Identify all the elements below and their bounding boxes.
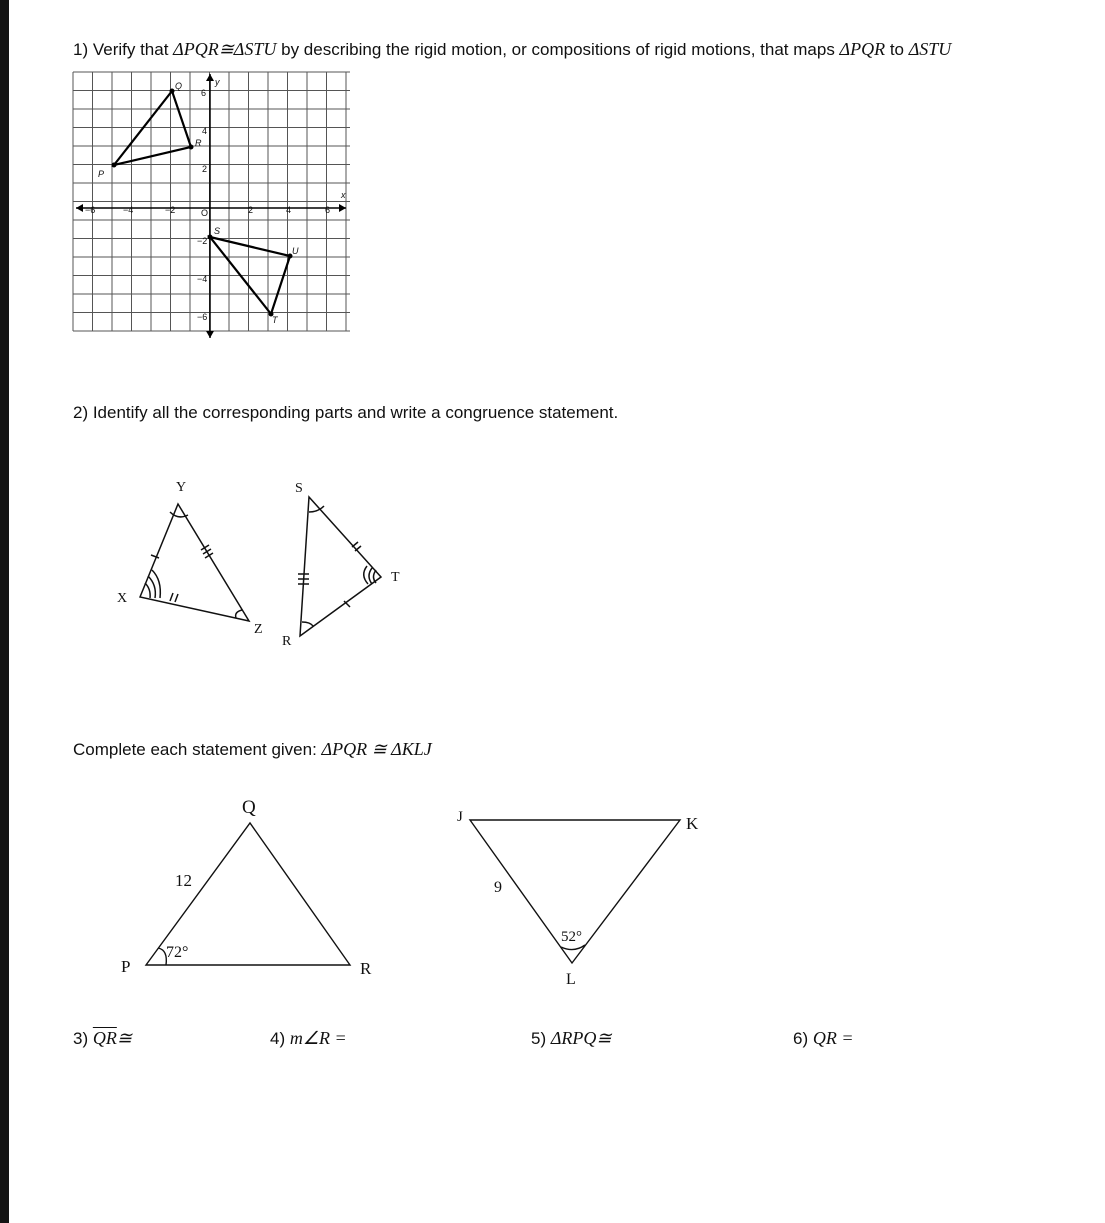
x-tick-6: 6 <box>325 205 331 215</box>
y-tick-neg2: −2 <box>197 236 208 246</box>
y-tick-6: 6 <box>201 88 207 98</box>
angle-p-measure: 72° <box>166 944 189 961</box>
label-y: Y <box>176 480 187 495</box>
question-2: 2) Identify all the corresponding parts and write a congruence statement. <box>73 403 619 422</box>
arc-t2 <box>369 568 372 584</box>
y-tick-4: 4 <box>202 126 208 136</box>
origin-label: O <box>201 208 209 218</box>
label-p3: P <box>121 957 131 976</box>
arc-l-52 <box>561 945 585 950</box>
y-axis-label: y <box>215 77 220 87</box>
side-jl-length: 9 <box>494 879 502 896</box>
triangle-str <box>300 497 381 636</box>
y-axis-arrow-up <box>206 74 214 81</box>
arc-x3 <box>145 583 150 598</box>
x-tick-4: 4 <box>286 205 292 215</box>
y-tick-neg6: −6 <box>197 312 208 322</box>
label-j: J <box>457 809 463 825</box>
label-r2: R <box>282 634 292 649</box>
arc-x2 <box>148 576 155 598</box>
label-x: X <box>117 591 128 606</box>
tick-st-a <box>352 542 358 547</box>
y-tick-neg4: −4 <box>197 274 208 284</box>
answer-3: 3) $\overline{QR}≅$ <box>73 1028 132 1048</box>
x-tick-neg4: −4 <box>123 205 134 215</box>
answer-5: 5) ΔRPQ≅ <box>531 1028 612 1048</box>
y-axis-arrow-down <box>206 331 214 338</box>
x-tick-2: 2 <box>248 205 254 215</box>
label-l: L <box>566 971 576 988</box>
arc-z <box>236 610 242 618</box>
answer-4: 4) m∠R = <box>270 1028 347 1048</box>
question-1: 1) Verify that ΔPQR≅ΔSTU by describing the rigid motion, or compositions of rigid motions, that maps ΔPQR to ΔSTU <box>73 39 952 59</box>
label-z: Z <box>254 622 263 637</box>
side-pq-length: 12 <box>175 871 192 890</box>
label-r3: R <box>360 959 372 978</box>
tick-xz-b <box>175 594 178 602</box>
label-s: S <box>214 226 221 236</box>
label-p: P <box>98 169 105 179</box>
label-t2: T <box>391 570 400 585</box>
y-tick-2: 2 <box>202 164 208 174</box>
point-r <box>189 145 194 150</box>
x-axis-arrow-right <box>339 204 346 212</box>
x-tick-neg2: −2 <box>165 205 176 215</box>
label-r: R <box>195 138 202 148</box>
arc-r <box>302 622 313 626</box>
label-q3: Q <box>242 797 256 818</box>
tick-xz-a <box>170 593 173 601</box>
tick-yz-b <box>203 549 211 554</box>
arc-t1 <box>364 566 368 584</box>
point-s <box>208 235 213 240</box>
tick-xy <box>151 555 159 558</box>
x-axis-arrow-left <box>76 204 83 212</box>
point-p <box>112 163 117 168</box>
label-q: Q <box>175 81 183 91</box>
x-axis-label: x <box>341 190 346 200</box>
label-k: K <box>686 814 699 833</box>
x-tick-neg6: −6 <box>85 205 96 215</box>
answer-6: 6) QR = <box>793 1028 854 1048</box>
label-s2: S <box>295 481 303 496</box>
complete-statement: Complete each statement given: ΔPQR ≅ ΔKLJ <box>73 739 432 759</box>
label-t: T <box>272 315 278 325</box>
triangle-xyz <box>140 504 249 621</box>
point-q <box>170 89 175 94</box>
angle-l-measure: 52° <box>561 929 582 945</box>
label-u: U <box>292 246 299 256</box>
